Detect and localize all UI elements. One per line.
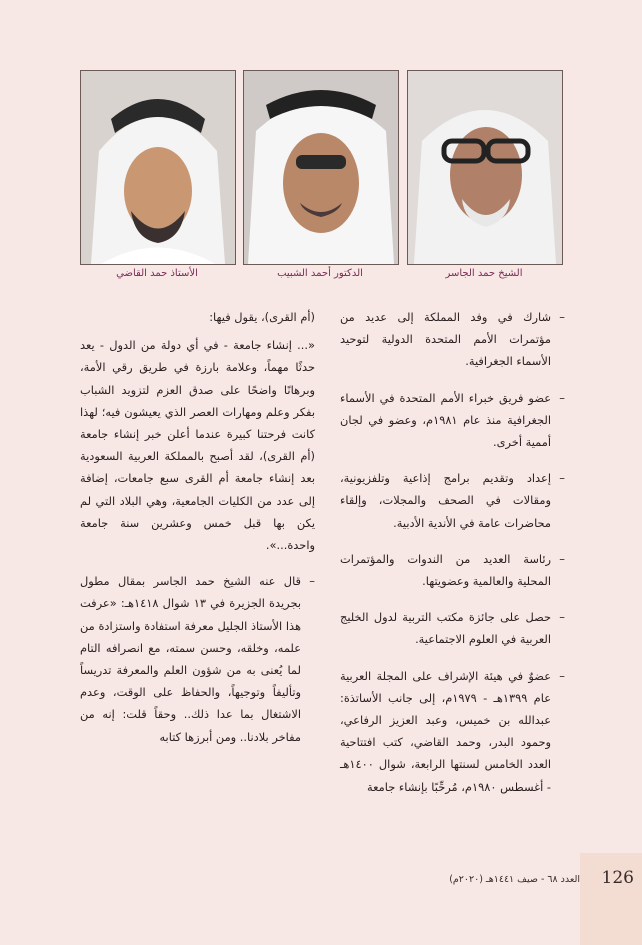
- portrait-icon: [244, 71, 398, 264]
- list-item: – حصل على جائزة مكتب التربية لدول الخليج العربية في العلوم الاجتماعية.: [340, 606, 551, 650]
- quote-paragraph: «... إنشاء جامعة - في أي دولة من الدول - يعد حدثًا مهماً، وعلامة بارزة في طريق رقي الأمة، وبرهانًا واضحًا على صدق العزم لتزويد الشباب بفكر وعلم ومهارات العصر الذي يعيشون فيه؛ لهذا كانت فرحتنا كبيرة عندما أعلن خبر إنشاء جامعة (أم القرى)، لقد أصبح بالمملكة العربية السعودية بعد إنشاء جامعة أم القرى سبع جامعات، إضافة إلى عدد من الكليات الجامعية، وهي البلاد التي لم يكن بها قبل خمس وعشرين سنة جامعة واحدة...».: [80, 338, 315, 553]
- photo-hamad-al-jasser: [407, 70, 563, 265]
- photo-ahmed-al-shabib: [243, 70, 399, 265]
- intro-line: (أم القرى)، يقول فيها:: [209, 310, 315, 324]
- caption-left: الأستاذ حمد القاضي: [116, 268, 198, 279]
- portrait-icon: [81, 71, 235, 264]
- caption-right: الشيخ حمد الجاسر: [445, 268, 523, 279]
- list-item: – عضو فريق خبراء الأمم المتحدة في الأسماء الجغرافية منذ عام ١٩٨١م، وعضو في لجان أممية أخرى.: [340, 387, 551, 454]
- page-number-tab: [580, 853, 642, 945]
- left-column: [80, 306, 315, 762]
- list-item: – رئاسة العديد من الندوات والمؤتمرات المحلية والعالمية وعضويتها.: [340, 548, 551, 592]
- list-item: – عضوٌ في هيئة الإشراف على المجلة العربية عام ١٣٩٩هـ - ١٩٧٩م، إلى جانب الأساتذة: عبدالله بن خميس، وعبد العزيز الرفاعي، وحمود البدر، وحمد القاضي، كتب افتتاحية العدد الخامس لسنتها الرابعة، شوال ١٤٠٠هـ - أغسطس ١٩٨٠م، مُرحِّبًا بإنشاء جامعة: [340, 665, 551, 798]
- photo-hamad-al-qadi: [80, 70, 236, 265]
- right-column: [340, 306, 565, 812]
- list-item: – إعداد وتقديم برامج إذاعية وتلفزيونية، ومقالات في الصحف والمجلات، وإلقاء محاضرات عامة في الأندية الأدبية.: [340, 467, 551, 534]
- page-number: 126: [601, 868, 634, 888]
- caption-middle: الدكتور أحمد الشبيب: [277, 268, 363, 279]
- issue-info: العدد ٦٨ - صيف ١٤٤١هـ (٢٠٢٠م): [449, 874, 580, 885]
- list-item: – شارك في وفد المملكة إلى عديد من مؤتمرات الأمم المتحدة الدولية لتوحيد الأسماء الجغرافية.: [340, 306, 551, 373]
- portrait-icon: [408, 71, 562, 264]
- list-item: – قال عنه الشيخ حمد الجاسر بمقال مطول بجريدة الجزيرة في ١٣ شوال ١٤١٨هـ: «عرفت هذا الأستاذ الجليل معرفة استفادة واستزادة من علمه، وخلقه، وحسن سمته، مع انصرافه التام لما يُعنى به من شؤون العلم والمعرفة تدريساً وتأليفاً وتوجيهاً، والحفاظ على الوقت، وعدم الاشتغال بما عدا ذلك.. وحقاً قلت: إنه من مفاخر بلادنا.. ومن أبرزها كتابه: [80, 570, 301, 748]
